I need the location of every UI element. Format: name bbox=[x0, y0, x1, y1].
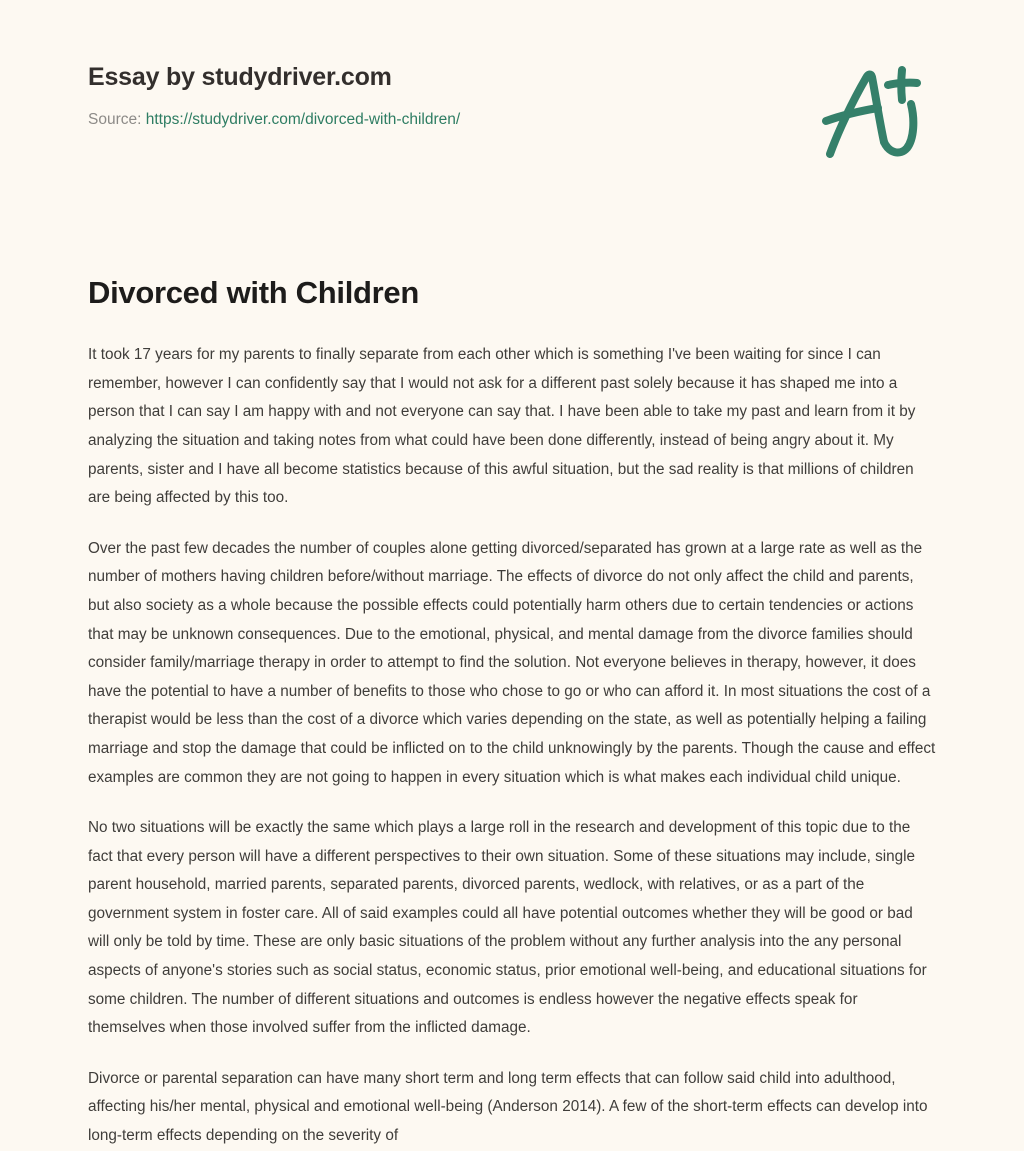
paragraph: Divorce or parental separation can have many short term and long term effects that can follow said child into adulthood, affecting his/her mental, physical and emotional well-being (Anderson 2014). A few of the short-term effects can develop into long-term effects depending on the severity of bbox=[88, 1069, 928, 1145]
a-plus-logo-icon bbox=[816, 58, 936, 168]
source-label: Source: bbox=[88, 111, 142, 129]
page-header bbox=[88, 0, 936, 182]
source-line bbox=[88, 109, 936, 131]
paragraph: Over the past few decades the number of couples alone getting divorced/separated has grown at a large rate as well as the number of mothers having children before/without marriage. The effects of divorce do not only affect the child and parents, but also society as a whole because the possible effects could potentially harm others due to certain tendencies or actions that may be unknown consequences. Due to the emotional, physical, and mental damage from the divorce families should consider family/marriage therapy in order to attempt to find the solution. Not everyone believes in therapy, however, it does have the potential to have a number of benefits to those who chose to go or who can afford it. In most situations the cost of a therapist would be less than the cost of a divorce which varies depending on the state, as well as potentially helping a failing marriage and stop the damage that could be inflicted on to the child unknowingly by the parents. Though the cause and effect examples are common they are not going to happen in every situation which is what makes each individual child unique. bbox=[88, 539, 936, 786]
essay-body bbox=[88, 311, 936, 1150]
paragraph: No two situations will be exactly the same which plays a large roll in the research and development of this topic due to the fact that every person will have a different perspectives to their own situation. Some of these situations may include, single parent household, married parents, separated parents, divorced parents, wedlock, with relatives, or as a part of the government system in foster care. All of said examples could all have potential outcomes whether they will be good or bad will only be told by time. These are only basic situations of the problem without any further analysis into the any personal aspects of anyone's stories such as social status, economic status, prior emotional well-being, and educational situations for some children. The number of different situations and outcomes is endless however the negative effects speak for themselves when those involved suffer from the inflicted damage. bbox=[88, 819, 927, 1037]
page-title: Divorced with Children bbox=[88, 275, 419, 310]
brand-title: Essay by studydriver.com bbox=[88, 63, 392, 91]
source-url-link[interactable]: https://studydriver.com/divorced-with-children/ bbox=[145, 111, 461, 129]
paragraph: It took 17 years for my parents to finally separate from each other which is something I've been waiting for since I can remember, however I can confidently say that I would not ask for a different past solely because it has shaped me into a person that I can say I am happy with and not everyone can say that. I have been able to take my past and learn from it by analyzing the situation and taking notes from what could have been done differently, instead of being angry about it. My parents, sister and I have all become statistics because of this awful situation, but the sad reality is that millions of children are being affected by this too. bbox=[88, 346, 916, 507]
